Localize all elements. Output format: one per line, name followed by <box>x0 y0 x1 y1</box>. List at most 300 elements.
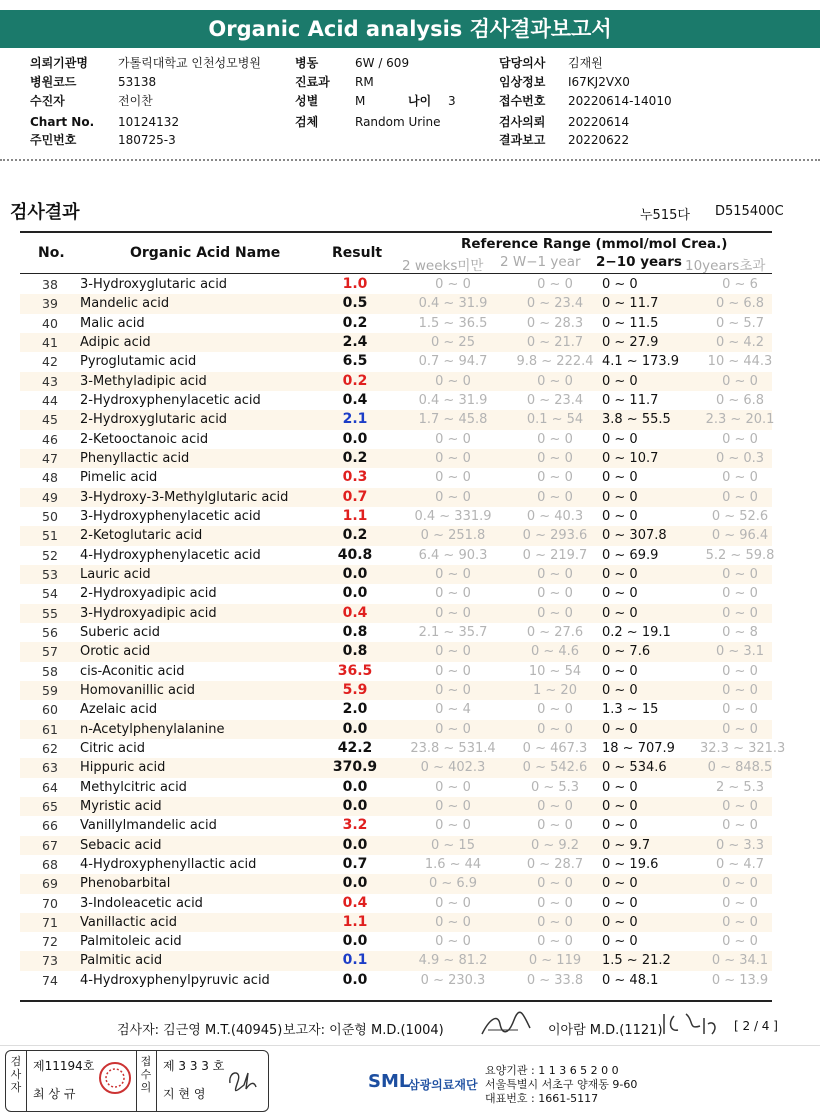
ref-range-under-2w: 0 ~ 6.9 <box>428 876 478 892</box>
ref-range-under-2w: 0 ~ 0 <box>435 373 471 389</box>
ref-range-over-10y: 0 ~ 13.9 <box>711 972 769 988</box>
ref-range-2w-1y: 0 ~ 27.6 <box>526 624 584 640</box>
ref-range-over-10y: 0 ~ 0 <box>722 586 758 602</box>
result-value: 0.2 <box>342 449 368 466</box>
subheader-under-2w: 2 weeks미만 <box>402 258 484 274</box>
ref-range-2-10y: 0 ~ 11.7 <box>602 296 659 312</box>
ref-range-2-10y: 0 ~ 11.7 <box>602 392 659 408</box>
ref-range-2w-1y: 0 ~ 0 <box>537 702 573 718</box>
ref-range-under-2w: 0 ~ 0 <box>435 934 471 950</box>
ref-range-2-10y: 1.5 ~ 21.2 <box>602 953 671 969</box>
table-row <box>20 642 772 661</box>
ref-range-2-10y: 18 ~ 707.9 <box>602 740 675 756</box>
table-row <box>20 314 772 333</box>
acid-name: 3-Hydroxyphenylacetic acid <box>80 508 261 524</box>
col-header-ref: Reference Range (mmol/mol Crea.) <box>461 236 728 252</box>
ref-range-2w-1y: 0 ~ 293.6 <box>522 528 588 544</box>
ref-range-2w-1y: 0 ~ 0 <box>537 895 573 911</box>
table-row <box>20 758 772 777</box>
org-phone: 대표번호 : 1661-5117 <box>485 1092 599 1105</box>
ref-range-2w-1y: 0 ~ 0 <box>537 373 573 389</box>
ref-range-over-10y: 2.3 ~ 20.1 <box>705 412 775 428</box>
ref-range-2w-1y: 0 ~ 542.6 <box>522 760 588 776</box>
ref-range-under-2w: 0.4 ~ 31.9 <box>418 296 488 312</box>
ref-range-2-10y: 0 ~ 7.6 <box>602 644 651 660</box>
ref-range-under-2w: 6.4 ~ 90.3 <box>418 547 488 563</box>
result-value: 0.0 <box>342 430 368 447</box>
ref-range-2-10y: 0 ~ 0 <box>602 682 638 698</box>
divider <box>0 1045 820 1046</box>
ref-range-under-2w: 0 ~ 0 <box>435 431 471 447</box>
ref-range-over-10y: 0 ~ 0 <box>722 934 758 950</box>
page-number: [ 2 / 4 ] <box>734 1019 778 1033</box>
ref-range-2w-1y: 0 ~ 23.4 <box>526 392 584 408</box>
row-number: 62 <box>42 740 58 756</box>
ref-range-2w-1y: 10 ~ 54 <box>528 663 582 679</box>
row-number: 53 <box>42 566 58 582</box>
acid-name: 4-Hydroxyphenyllactic acid <box>80 856 257 872</box>
table-row <box>20 372 772 391</box>
signature-icon <box>660 1008 722 1038</box>
ref-range-over-10y: 0 ~ 5.7 <box>715 315 765 331</box>
org-name: 삼광의료재단 <box>408 1078 478 1092</box>
row-number: 48 <box>42 470 58 486</box>
row-number: 61 <box>42 721 58 737</box>
info-label: 접수번호 <box>499 94 546 108</box>
acid-name: Hippuric acid <box>80 760 166 776</box>
reporter-1: 보고자: 이준형 M.D.(1004) <box>283 1023 444 1038</box>
ref-range-2-10y: 0 ~ 19.6 <box>602 856 659 872</box>
acid-name: Myristic acid <box>80 798 162 814</box>
info-value: I67KJ2VX0 <box>568 75 630 89</box>
ref-range-under-2w: 0 ~ 0 <box>435 895 471 911</box>
ref-range-2w-1y: 0 ~ 0 <box>537 586 573 602</box>
ref-range-under-2w: 0.7 ~ 94.7 <box>418 354 488 370</box>
acid-name: Azelaic acid <box>80 702 158 718</box>
ref-range-over-10y: 0 ~ 4.2 <box>715 334 765 350</box>
ref-range-over-10y: 0 ~ 0 <box>722 431 758 447</box>
acid-name: 2-Hydroxyadipic acid <box>80 586 217 602</box>
result-value: 5.9 <box>342 681 368 698</box>
ref-range-2-10y: 0 ~ 0 <box>602 934 638 950</box>
row-number: 68 <box>42 856 58 872</box>
row-number: 65 <box>42 798 58 814</box>
info-value: M <box>355 94 366 108</box>
info-value: 180725-3 <box>118 133 176 147</box>
ref-range-2w-1y: 1 ~ 20 <box>533 682 577 698</box>
ref-range-2w-1y: 0 ~ 0 <box>537 277 573 292</box>
table-row <box>20 932 772 951</box>
result-value: 0.4 <box>342 604 368 621</box>
table-row <box>20 797 772 816</box>
ref-range-under-2w: 0 ~ 25 <box>431 334 475 350</box>
table-row <box>20 894 772 913</box>
info-label: 수진자 <box>30 94 65 108</box>
acid-name: 2-Ketoglutaric acid <box>80 528 203 544</box>
ref-range-under-2w: 0.4 ~ 31.9 <box>418 392 488 408</box>
ref-range-over-10y: 32.3 ~ 321.3 <box>700 740 786 756</box>
subheader-over-10y: 10years초과 <box>685 258 766 274</box>
license-no: 제 3 3 3 호 <box>163 1059 225 1073</box>
ref-range-2w-1y: 0 ~ 219.7 <box>522 547 588 563</box>
table-row <box>20 468 772 487</box>
result-value: 0.7 <box>342 855 368 872</box>
ref-range-2-10y: 0 ~ 0 <box>602 508 638 524</box>
ref-range-over-10y: 0 ~ 0 <box>722 682 758 698</box>
ref-range-2-10y: 0 ~ 0 <box>602 818 638 834</box>
ref-range-2w-1y: 0 ~ 0 <box>537 431 573 447</box>
row-number: 70 <box>42 895 58 911</box>
ref-range-over-10y: 0 ~ 0 <box>722 470 758 486</box>
ref-range-under-2w: 0 ~ 0 <box>435 277 471 292</box>
result-value: 0.2 <box>342 314 368 331</box>
info-value: 3 <box>448 94 456 108</box>
result-value: 0.0 <box>342 836 368 853</box>
acid-name: Mandelic acid <box>80 296 170 312</box>
col-header-name: Organic Acid Name <box>130 245 281 261</box>
ref-range-under-2w: 0 ~ 0 <box>435 644 471 660</box>
info-value: 20220614-14010 <box>568 94 672 108</box>
ref-range-under-2w: 0 ~ 0 <box>435 605 471 621</box>
row-number: 66 <box>42 818 58 834</box>
info-value: 53138 <box>118 75 157 89</box>
ref-range-2-10y: 0 ~ 0 <box>602 605 638 621</box>
row-number: 52 <box>42 547 58 563</box>
license-no: 제11194호 <box>33 1059 95 1073</box>
ref-range-2-10y: 3.8 ~ 55.5 <box>602 412 671 428</box>
ref-range-2w-1y: 0 ~ 467.3 <box>522 740 588 756</box>
table-row <box>20 778 772 797</box>
row-number: 49 <box>42 489 58 505</box>
table-row <box>20 836 772 855</box>
ref-range-2w-1y: 0 ~ 5.3 <box>530 779 580 795</box>
table-bottom-rule <box>20 1000 772 1002</box>
acid-name: 4-Hydroxyphenylacetic acid <box>80 547 261 563</box>
stamp-label: 검사자 <box>10 1055 22 1094</box>
ref-range-2w-1y: 0 ~ 0 <box>537 450 573 466</box>
insurance-code: 누515다 <box>640 208 690 223</box>
ref-range-over-10y: 0 ~ 6.8 <box>715 392 765 408</box>
table-top-rule <box>20 231 772 233</box>
row-number: 43 <box>42 373 58 389</box>
certification-stamps <box>5 1050 269 1112</box>
table-row <box>20 874 772 893</box>
acid-name: Palmitic acid <box>80 953 163 969</box>
table-row <box>20 275 772 294</box>
ref-range-2-10y: 0 ~ 0 <box>602 663 638 679</box>
result-value: 2.4 <box>342 333 368 350</box>
ref-range-over-10y: 0 ~ 4.7 <box>715 856 765 872</box>
ref-range-under-2w: 0 ~ 0 <box>435 798 471 814</box>
info-value: 전이찬 <box>118 94 153 108</box>
ref-range-2w-1y: 0 ~ 4.6 <box>530 644 580 660</box>
result-value: 0.0 <box>342 797 368 814</box>
examiner: 검사자: 김근영 M.T.(40945) <box>117 1023 283 1038</box>
row-number: 46 <box>42 431 58 447</box>
info-value: 김재원 <box>568 56 603 70</box>
ref-range-under-2w: 0 ~ 0 <box>435 818 471 834</box>
ref-range-under-2w: 0 ~ 0 <box>435 489 471 505</box>
ref-range-2-10y: 0.2 ~ 19.1 <box>602 624 671 640</box>
row-number: 69 <box>42 876 58 892</box>
ref-range-under-2w: 1.6 ~ 44 <box>424 856 482 872</box>
acid-name: 2-Hydroxyphenylacetic acid <box>80 392 261 408</box>
report-title: Organic Acid analysis 검사결과보고서 <box>0 10 820 48</box>
ref-range-2-10y: 0 ~ 307.8 <box>602 528 667 544</box>
table-row <box>20 488 772 507</box>
receiver-name: 지 현 영 <box>163 1087 206 1101</box>
org-address: 서울특별시 서초구 양재동 9-60 <box>485 1078 638 1091</box>
ref-range-2-10y: 0 ~ 48.1 <box>602 972 659 988</box>
result-value: 36.5 <box>337 662 373 679</box>
row-number: 42 <box>42 354 58 370</box>
acid-name: 2-Ketooctanoic acid <box>80 431 209 447</box>
ref-range-over-10y: 0 ~ 0 <box>722 914 758 930</box>
ref-range-2-10y: 0 ~ 0 <box>602 566 638 582</box>
seal-icon <box>98 1061 132 1095</box>
acid-name: cis-Aconitic acid <box>80 663 185 679</box>
ref-range-2w-1y: 0 ~ 119 <box>528 953 582 969</box>
info-label: 병원코드 <box>30 75 77 89</box>
ref-range-2w-1y: 0 ~ 0 <box>537 798 573 814</box>
ref-range-under-2w: 23.8 ~ 531.4 <box>410 740 496 756</box>
ref-range-under-2w: 0.4 ~ 331.9 <box>414 508 492 524</box>
acid-name: Vanillylmandelic acid <box>80 818 217 834</box>
ref-range-under-2w: 0 ~ 402.3 <box>420 760 486 776</box>
patient-info <box>0 55 820 150</box>
result-value: 0.2 <box>342 527 368 544</box>
stamp-label: 접수의 <box>140 1055 152 1094</box>
row-number: 47 <box>42 450 58 466</box>
ref-range-over-10y: 0 ~ 52.6 <box>711 508 769 524</box>
row-number: 71 <box>42 914 58 930</box>
ref-range-2w-1y: 9.8 ~ 222.4 <box>516 354 594 370</box>
acid-name: Adipic acid <box>80 334 151 350</box>
ref-range-2-10y: 0 ~ 27.9 <box>602 334 659 350</box>
ref-range-2-10y: 0 ~ 0 <box>602 798 638 814</box>
result-value: 0.0 <box>342 778 368 795</box>
row-number: 74 <box>42 972 58 988</box>
info-value: 가톨릭대학교 인천성모병원 <box>118 56 261 70</box>
acid-name: 3-Hydroxyadipic acid <box>80 605 217 621</box>
acid-name: Phenobarbital <box>80 876 171 892</box>
ref-range-under-2w: 0 ~ 0 <box>435 721 471 737</box>
table-row <box>20 584 772 603</box>
result-value: 370.9 <box>332 759 378 776</box>
ref-range-2w-1y: 0.1 ~ 54 <box>526 412 584 428</box>
ref-range-over-10y: 0 ~ 0 <box>722 798 758 814</box>
table-row <box>20 391 772 410</box>
result-value: 2.0 <box>342 701 368 718</box>
table-row <box>20 294 772 313</box>
info-label: 결과보고 <box>499 133 546 147</box>
ref-range-over-10y: 0 ~ 0 <box>722 605 758 621</box>
ref-range-over-10y: 0 ~ 34.1 <box>711 953 769 969</box>
ref-range-2-10y: 0 ~ 534.6 <box>602 760 667 776</box>
ref-range-under-2w: 0 ~ 0 <box>435 450 471 466</box>
table-row <box>20 430 772 449</box>
row-number: 51 <box>42 528 58 544</box>
ref-range-under-2w: 0 ~ 0 <box>435 663 471 679</box>
subheader-2-10y: 2−10 years <box>596 254 682 270</box>
row-number: 56 <box>42 624 58 640</box>
ref-range-2w-1y: 0 ~ 0 <box>537 934 573 950</box>
acid-name: n-Acetylphenylalanine <box>80 721 225 737</box>
result-value: 0.0 <box>342 720 368 737</box>
ref-range-over-10y: 0 ~ 848.5 <box>707 760 773 776</box>
row-number: 55 <box>42 605 58 621</box>
info-label: 검체 <box>295 115 319 129</box>
col-header-no: No. <box>38 245 65 261</box>
ref-range-over-10y: 0 ~ 0.3 <box>715 450 765 466</box>
acid-name: Suberic acid <box>80 624 160 640</box>
ref-range-2-10y: 0 ~ 69.9 <box>602 547 659 563</box>
table-row <box>20 333 772 352</box>
ref-range-over-10y: 0 ~ 0 <box>722 818 758 834</box>
ref-range-under-2w: 0 ~ 0 <box>435 682 471 698</box>
info-value: 10124132 <box>118 115 180 129</box>
ref-range-under-2w: 0 ~ 0 <box>435 586 471 602</box>
acid-name: 3-Indoleacetic acid <box>80 895 203 911</box>
ref-range-over-10y: 0 ~ 3.3 <box>715 837 765 853</box>
row-number: 44 <box>42 392 58 408</box>
ref-range-2-10y: 4.1 ~ 173.9 <box>602 354 680 370</box>
acid-name: Vanillactic acid <box>80 914 178 930</box>
acid-name: 2-Hydroxyglutaric acid <box>80 412 228 428</box>
signature-icon <box>478 1010 534 1040</box>
acid-name: Pyroglutamic acid <box>80 354 197 370</box>
result-value: 0.8 <box>342 623 368 640</box>
ref-range-over-10y: 0 ~ 0 <box>722 489 758 505</box>
col-header-result: Result <box>332 245 383 261</box>
ref-range-over-10y: 0 ~ 6.8 <box>715 296 765 312</box>
acid-name: 3-Methyladipic acid <box>80 373 207 389</box>
ref-range-2-10y: 0 ~ 9.7 <box>602 837 651 853</box>
ref-range-over-10y: 0 ~ 0 <box>722 876 758 892</box>
table-row <box>20 739 786 758</box>
table-row <box>20 700 772 719</box>
info-value: 6W / 609 <box>355 56 410 70</box>
info-label: 병동 <box>295 56 319 70</box>
row-number: 50 <box>42 508 58 524</box>
test-code: D515400C <box>715 204 784 219</box>
acid-name: Sebacic acid <box>80 837 162 853</box>
divider <box>0 159 820 161</box>
ref-range-2-10y: 0 ~ 11.5 <box>602 315 659 331</box>
result-value: 0.5 <box>342 295 368 312</box>
ref-range-2w-1y: 0 ~ 28.3 <box>526 315 584 331</box>
ref-range-2-10y: 1.3 ~ 15 <box>602 702 659 718</box>
ref-range-over-10y: 2 ~ 5.3 <box>715 779 765 795</box>
ref-range-under-2w: 0 ~ 0 <box>435 470 471 486</box>
result-value: 0.0 <box>342 933 368 950</box>
acid-name: 4-Hydroxyphenylpyruvic acid <box>80 972 270 988</box>
table-row <box>20 410 775 429</box>
result-value: 0.0 <box>342 565 368 582</box>
ref-range-over-10y: 0 ~ 96.4 <box>711 528 769 544</box>
acid-name: Palmitoleic acid <box>80 934 182 950</box>
row-number: 67 <box>42 837 58 853</box>
ref-range-2-10y: 0 ~ 0 <box>602 489 638 505</box>
result-value: 0.4 <box>342 894 368 911</box>
ref-range-2-10y: 0 ~ 0 <box>602 779 638 795</box>
row-number: 45 <box>42 412 58 428</box>
ref-range-2-10y: 0 ~ 0 <box>602 373 638 389</box>
result-value: 1.0 <box>342 276 368 292</box>
ref-range-2w-1y: 0 ~ 40.3 <box>526 508 584 524</box>
org-code: 요양기관 : 1 1 3 6 5 2 0 0 <box>485 1064 619 1077</box>
ref-range-over-10y: 0 ~ 3.1 <box>715 644 765 660</box>
subheader-2w-1y: 2 W−1 year <box>500 254 581 270</box>
section-title: 검사결과 <box>10 202 80 223</box>
result-value: 1.1 <box>342 913 368 930</box>
info-value: 20220614 <box>568 115 630 129</box>
ref-range-2-10y: 0 ~ 0 <box>602 431 638 447</box>
ref-range-under-2w: 0 ~ 15 <box>431 837 475 853</box>
result-rows <box>20 275 786 990</box>
acid-name: Homovanillic acid <box>80 682 195 698</box>
ref-range-over-10y: 0 ~ 0 <box>722 566 758 582</box>
row-number: 39 <box>42 296 58 312</box>
result-value: 0.2 <box>342 372 368 389</box>
ref-range-over-10y: 0 ~ 0 <box>722 373 758 389</box>
row-number: 73 <box>42 953 58 969</box>
ref-range-2-10y: 0 ~ 0 <box>602 876 638 892</box>
acid-name: Methylcitric acid <box>80 779 187 795</box>
acid-name: Pimelic acid <box>80 470 158 486</box>
result-value: 0.0 <box>342 875 368 892</box>
table-row <box>20 855 772 874</box>
ref-range-under-2w: 0 ~ 251.8 <box>420 528 486 544</box>
result-value: 2.1 <box>342 411 368 428</box>
ref-range-2-10y: 0 ~ 0 <box>602 277 638 292</box>
result-value: 0.0 <box>342 585 368 602</box>
ref-range-2w-1y: 0 ~ 28.7 <box>526 856 584 872</box>
ref-range-2-10y: 0 ~ 0 <box>602 470 638 486</box>
table-row <box>20 546 775 565</box>
row-number: 40 <box>42 315 58 331</box>
acid-name: Malic acid <box>80 315 145 331</box>
ref-range-under-2w: 0 ~ 230.3 <box>420 972 486 988</box>
row-number: 54 <box>42 586 58 602</box>
table-row <box>20 951 772 970</box>
info-label: 담당의사 <box>499 56 546 70</box>
table-row <box>20 720 772 739</box>
result-value: 6.5 <box>342 353 368 370</box>
row-number: 38 <box>42 277 58 292</box>
table-row <box>20 565 772 584</box>
ref-range-2w-1y: 0 ~ 0 <box>537 489 573 505</box>
ref-range-2w-1y: 0 ~ 0 <box>537 470 573 486</box>
acid-name: Lauric acid <box>80 566 151 582</box>
ref-range-under-2w: 1.7 ~ 45.8 <box>418 412 488 428</box>
result-value: 42.2 <box>337 739 373 756</box>
ref-range-2w-1y: 0 ~ 0 <box>537 566 573 582</box>
ref-range-2w-1y: 0 ~ 0 <box>537 876 573 892</box>
ref-range-2w-1y: 0 ~ 0 <box>537 914 573 930</box>
ref-range-2-10y: 0 ~ 0 <box>602 914 638 930</box>
result-value: 40.8 <box>337 546 373 563</box>
info-label: 나이 <box>408 94 432 108</box>
result-value: 0.0 <box>342 971 368 988</box>
ref-range-2w-1y: 0 ~ 0 <box>537 721 573 737</box>
ref-range-over-10y: 0 ~ 0 <box>722 721 758 737</box>
row-number: 60 <box>42 702 58 718</box>
row-number: 59 <box>42 682 58 698</box>
info-label: 진료과 <box>295 75 330 89</box>
examiner-name: 최 상 규 <box>33 1087 76 1101</box>
ref-range-over-10y: 0 ~ 0 <box>722 663 758 679</box>
